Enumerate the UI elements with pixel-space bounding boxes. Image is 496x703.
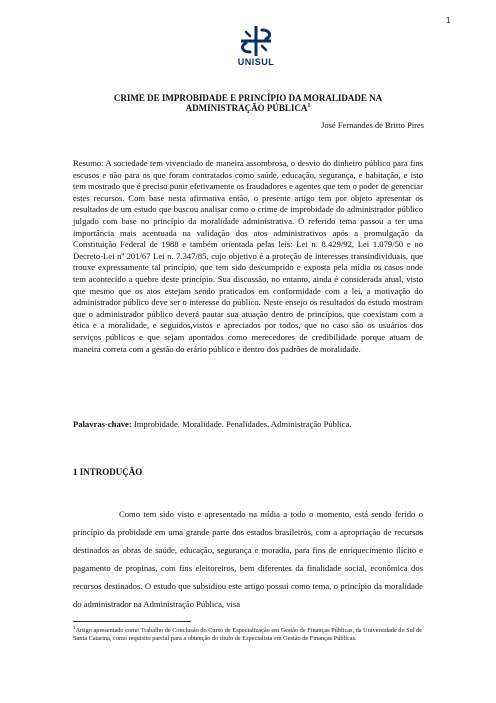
page-number: 1 (446, 16, 451, 25)
university-logo (233, 26, 279, 67)
unisul-logo-icon (236, 26, 276, 56)
keywords-text: Improbidade. Moralidade. Penalidades. Administração Pública. (133, 419, 352, 429)
footnote-divider (73, 621, 191, 622)
title-line-2: ADMINISTRAÇÃO PÚBLICA (185, 103, 308, 113)
title-line-1: CRIME DE IMPROBIDADE E PRINCÍPIO DA MORALIDADE NA (113, 93, 383, 103)
author-name: José Fernandes de Britto Pires (321, 120, 424, 130)
keywords-label: Palavras-chave: (73, 419, 132, 429)
paper-title (95, 93, 401, 113)
footnote-text: Artigo apresentado como Trabalho de Conclusão do Curso de Especialização em Gestão de Finanças Públicas, da Universidade do Sul de Santa Catarina, como requisito parcial para a obtenção do título de Especialista em Gestão de Finanças Públicas. (73, 627, 423, 643)
body-paragraph: Como tem sido visto e apresentado na mídia a todo o momento, está sendo ferido o princípio da probidade em uma grande parte dos estados brasileiros, com a apropriação de recursos destinados as obras de saúde, educação, segurança e moradia, para fins de enriquecimento ilícito e pagamento de propinas, com fins eleitoreiros, bem diferentes da finalidade social, econômica dos recursos destinados. O estudo que subsidiou este artigo possui como tema, o princípio da moralidade do administrador na Administração Pública, visa (73, 509, 423, 610)
logo-wordmark: UNISUL (237, 57, 275, 67)
abstract: Resumo: A sociedade tem vivenciado de maneira assombrosa, o desvio do dinheiro público para fins escusos e não para os que foram contratados como saúde, educação, segurança, e habitação, e isto tem mostrado que é preciso punir efetivamente os fraudadores e agentes que tem o poder de gerenciar estes recursos. Com base nesta afirmativa então, o presente artigo tem por objeto apresentar os resultados de um estudo que buscou analisar como o crime de improbidade do administrador público julgado com base no princípio da moralidade administrativa. O referido tema passou a ter uma importância mais acentuada na validação dos atos administrativos após a promulgação da Constituição Federal de 1988 e também orientada pelas leis: Lei n. 8.429/92, Lei 1.079/50 e no Decreto-Lei nº 201/67 Lei n. 7.347/85, cujo objetivo é a proteção de interesses transindividuais, que trouxe expressamente tal princípio, que tem sido descumprido e exposta pela mídia os casos onde tem acontecido a quebre deste princípio. Sua discussão, no entanto, ainda é considerada atual, visto que mesmo que os atos estejam sendo praticados em conformidade com a lei, a motivação do administrador público deve ser o interesse do público. Neste ensejo os resultados do estudo mostram que o administrador público deverá pautar sua atuação dentro de princípios, que coexistam com a ética e a moralidade, e seguidos,vistos e apreciados por todos, que no caso são os usuários dos serviços públicos e que sejam apontados como merecedores de credibilidade porque atuam de maneira correta com a gestão do erário público e dentro dos padrões de moralidade. (73, 158, 423, 354)
title-footnote-mark: 1 (307, 103, 311, 109)
keywords (73, 419, 423, 430)
footnote (73, 627, 423, 643)
footnote-mark: 1 (73, 625, 76, 631)
section-heading: 1 INTRODUÇÃO (73, 467, 143, 477)
